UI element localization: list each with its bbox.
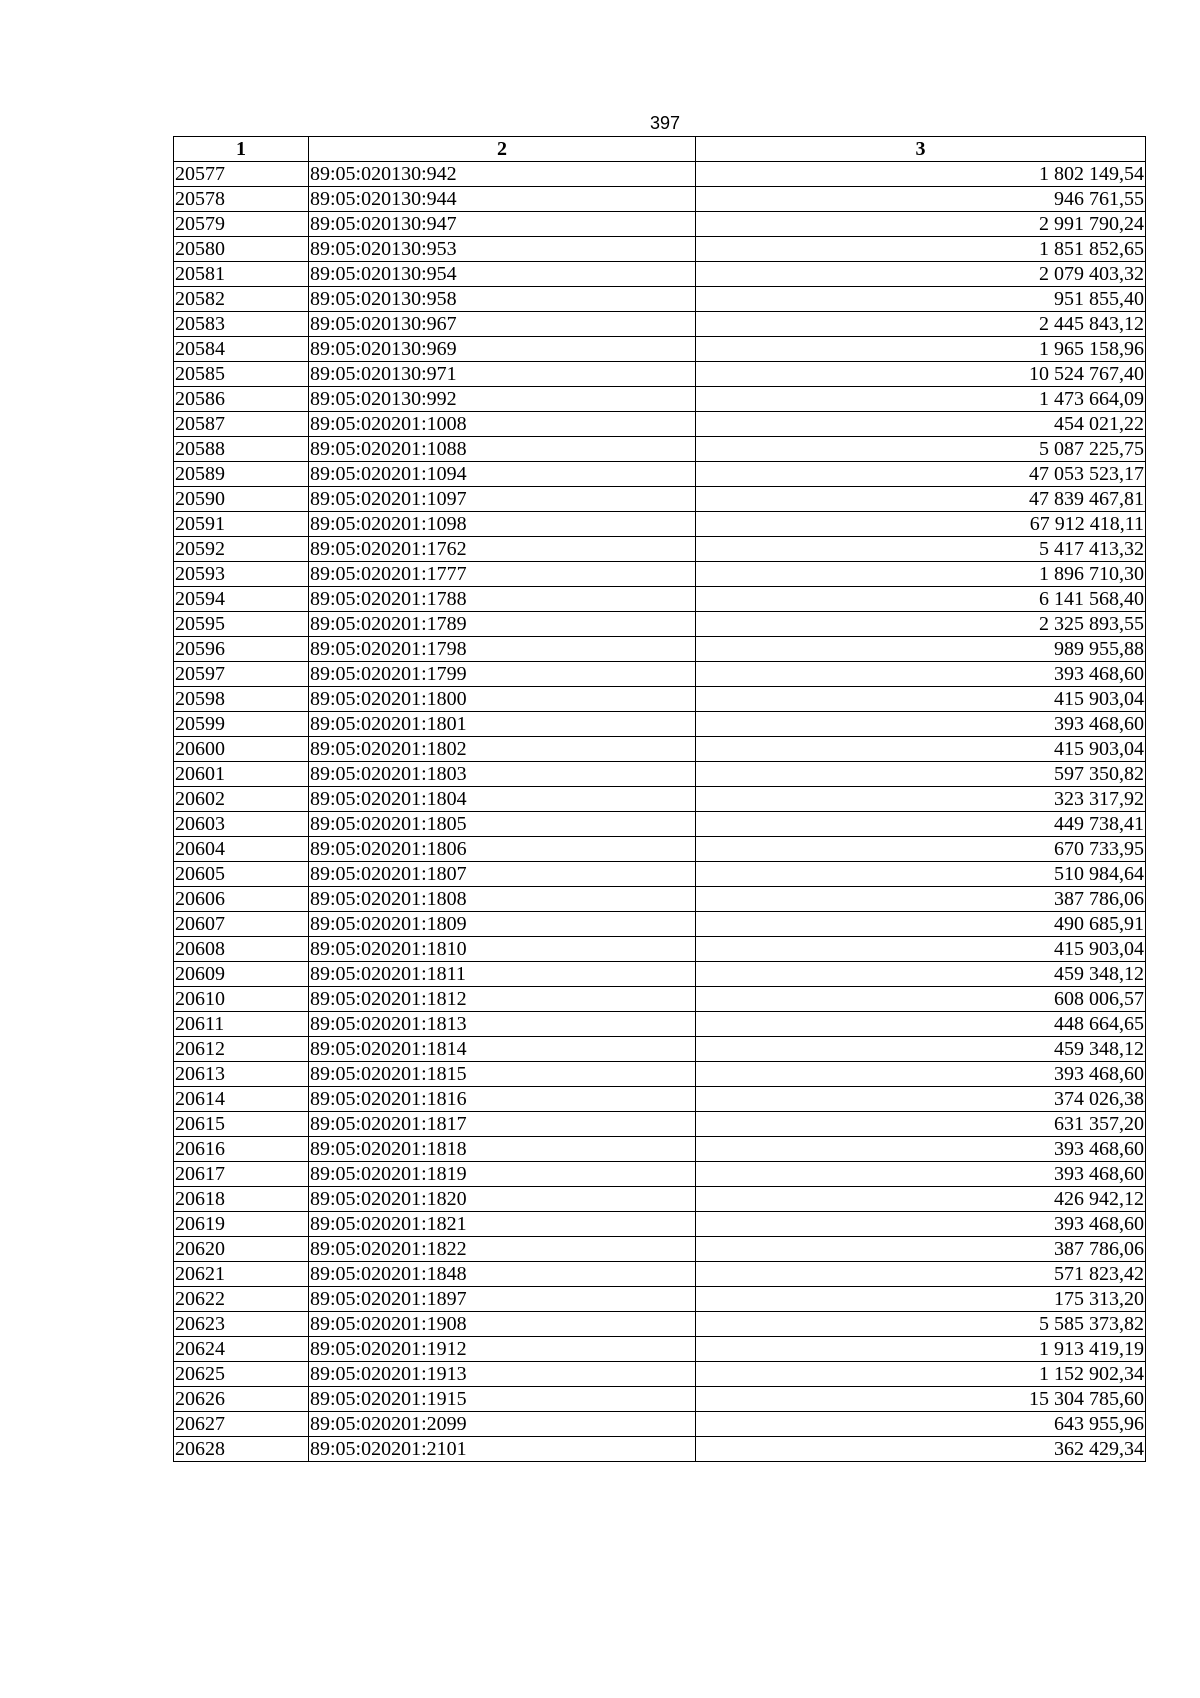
table-row — [174, 1287, 1146, 1312]
row-number-cell: 20626 — [174, 1387, 309, 1412]
value-cell: 449 738,41 — [696, 812, 1146, 837]
table-row — [174, 812, 1146, 837]
value-cell: 387 786,06 — [696, 1237, 1146, 1262]
table-row — [174, 762, 1146, 787]
table-row — [174, 612, 1146, 637]
cadastral-number-cell: 89:05:020201:1820 — [309, 1187, 696, 1212]
row-number-cell: 20593 — [174, 562, 309, 587]
cadastral-number-cell: 89:05:020130:947 — [309, 212, 696, 237]
row-number-cell: 20579 — [174, 212, 309, 237]
cadastral-number-cell: 89:05:020201:1762 — [309, 537, 696, 562]
row-number-cell: 20601 — [174, 762, 309, 787]
cadastral-number-cell: 89:05:020201:1814 — [309, 1037, 696, 1062]
table-row — [174, 1062, 1146, 1087]
value-cell: 393 468,60 — [696, 1212, 1146, 1237]
value-cell: 608 006,57 — [696, 987, 1146, 1012]
table-row — [174, 637, 1146, 662]
table-row — [174, 587, 1146, 612]
table-row — [174, 1412, 1146, 1437]
row-number-cell: 20620 — [174, 1237, 309, 1262]
cadastral-number-cell: 89:05:020201:1803 — [309, 762, 696, 787]
table-row — [174, 487, 1146, 512]
value-cell: 5 585 373,82 — [696, 1312, 1146, 1337]
row-number-cell: 20612 — [174, 1037, 309, 1062]
row-number-cell: 20615 — [174, 1112, 309, 1137]
value-cell: 1 965 158,96 — [696, 337, 1146, 362]
value-cell: 459 348,12 — [696, 1037, 1146, 1062]
cadastral-number-cell: 89:05:020201:1804 — [309, 787, 696, 812]
value-cell: 393 468,60 — [696, 662, 1146, 687]
value-cell: 67 912 418,11 — [696, 512, 1146, 537]
cadastral-number-cell: 89:05:020201:1798 — [309, 637, 696, 662]
table-row — [174, 1262, 1146, 1287]
row-number-cell: 20596 — [174, 637, 309, 662]
table-row — [174, 312, 1146, 337]
row-number-cell: 20604 — [174, 837, 309, 862]
cadastral-number-cell: 89:05:020201:1098 — [309, 512, 696, 537]
cadastral-number-cell: 89:05:020201:1788 — [309, 587, 696, 612]
cadastral-number-cell: 89:05:020201:1816 — [309, 1087, 696, 1112]
row-number-cell: 20586 — [174, 387, 309, 412]
cadastral-number-cell: 89:05:020130:969 — [309, 337, 696, 362]
cadastral-number-cell: 89:05:020201:1806 — [309, 837, 696, 862]
value-cell: 1 473 664,09 — [696, 387, 1146, 412]
value-cell: 15 304 785,60 — [696, 1387, 1146, 1412]
cadastral-number-cell: 89:05:020201:1812 — [309, 987, 696, 1012]
row-number-cell: 20580 — [174, 237, 309, 262]
table-row — [174, 337, 1146, 362]
table-row — [174, 687, 1146, 712]
value-cell: 6 141 568,40 — [696, 587, 1146, 612]
row-number-cell: 20583 — [174, 312, 309, 337]
value-cell: 643 955,96 — [696, 1412, 1146, 1437]
table-row — [174, 1212, 1146, 1237]
row-number-cell: 20599 — [174, 712, 309, 737]
cadastral-number-cell: 89:05:020201:1897 — [309, 1287, 696, 1312]
table-row — [174, 1162, 1146, 1187]
cadastral-number-cell: 89:05:020130:954 — [309, 262, 696, 287]
row-number-cell: 20577 — [174, 162, 309, 187]
column-header-1: 1 — [174, 137, 309, 162]
table-row — [174, 537, 1146, 562]
table-row — [174, 862, 1146, 887]
value-cell: 670 733,95 — [696, 837, 1146, 862]
value-cell: 415 903,04 — [696, 737, 1146, 762]
table-row — [174, 1012, 1146, 1037]
cadastral-number-cell: 89:05:020201:1097 — [309, 487, 696, 512]
value-cell: 2 325 893,55 — [696, 612, 1146, 637]
value-cell: 631 357,20 — [696, 1112, 1146, 1137]
row-number-cell: 20581 — [174, 262, 309, 287]
value-cell: 459 348,12 — [696, 962, 1146, 987]
table-row — [174, 1037, 1146, 1062]
row-number-cell: 20617 — [174, 1162, 309, 1187]
row-number-cell: 20605 — [174, 862, 309, 887]
value-cell: 510 984,64 — [696, 862, 1146, 887]
table-row — [174, 287, 1146, 312]
row-number-cell: 20625 — [174, 1362, 309, 1387]
cadastral-number-cell: 89:05:020201:1799 — [309, 662, 696, 687]
row-number-cell: 20591 — [174, 512, 309, 537]
cadastral-number-cell: 89:05:020201:2101 — [309, 1437, 696, 1462]
table-row — [174, 187, 1146, 212]
table-row — [174, 912, 1146, 937]
value-cell: 1 802 149,54 — [696, 162, 1146, 187]
cadastral-number-cell: 89:05:020201:1805 — [309, 812, 696, 837]
value-cell: 946 761,55 — [696, 187, 1146, 212]
row-number-cell: 20598 — [174, 687, 309, 712]
row-number-cell: 20597 — [174, 662, 309, 687]
table-row — [174, 1137, 1146, 1162]
cadastral-number-cell: 89:05:020201:1811 — [309, 962, 696, 987]
value-cell: 393 468,60 — [696, 1137, 1146, 1162]
value-cell: 362 429,34 — [696, 1437, 1146, 1462]
row-number-cell: 20585 — [174, 362, 309, 387]
cadastral-number-cell: 89:05:020201:1848 — [309, 1262, 696, 1287]
table-row — [174, 1312, 1146, 1337]
row-number-cell: 20611 — [174, 1012, 309, 1037]
cadastral-number-cell: 89:05:020201:1809 — [309, 912, 696, 937]
row-number-cell: 20609 — [174, 962, 309, 987]
row-number-cell: 20606 — [174, 887, 309, 912]
value-cell: 571 823,42 — [696, 1262, 1146, 1287]
table-row — [174, 162, 1146, 187]
value-cell: 454 021,22 — [696, 412, 1146, 437]
row-number-cell: 20595 — [174, 612, 309, 637]
row-number-cell: 20627 — [174, 1412, 309, 1437]
table-row — [174, 1387, 1146, 1412]
cadastral-number-cell: 89:05:020201:1817 — [309, 1112, 696, 1137]
value-cell: 2 991 790,24 — [696, 212, 1146, 237]
row-number-cell: 20590 — [174, 487, 309, 512]
table-row — [174, 1187, 1146, 1212]
table-row — [174, 937, 1146, 962]
row-number-cell: 20613 — [174, 1062, 309, 1087]
row-number-cell: 20614 — [174, 1087, 309, 1112]
row-number-cell: 20600 — [174, 737, 309, 762]
table-row — [174, 562, 1146, 587]
table-row — [174, 1362, 1146, 1387]
value-cell: 1 152 902,34 — [696, 1362, 1146, 1387]
value-cell: 597 350,82 — [696, 762, 1146, 787]
table-row — [174, 387, 1146, 412]
row-number-cell: 20622 — [174, 1287, 309, 1312]
value-cell: 393 468,60 — [696, 1162, 1146, 1187]
cadastral-number-cell: 89:05:020201:1912 — [309, 1337, 696, 1362]
row-number-cell: 20624 — [174, 1337, 309, 1362]
cadastral-number-cell: 89:05:020201:2099 — [309, 1412, 696, 1437]
table-row — [174, 512, 1146, 537]
table-row — [174, 212, 1146, 237]
column-header-3: 3 — [696, 137, 1146, 162]
cadastral-number-cell: 89:05:020201:1808 — [309, 887, 696, 912]
value-cell: 2 079 403,32 — [696, 262, 1146, 287]
row-number-cell: 20592 — [174, 537, 309, 562]
value-cell: 448 664,65 — [696, 1012, 1146, 1037]
value-cell: 1 851 852,65 — [696, 237, 1146, 262]
table-row — [174, 462, 1146, 487]
value-cell: 5 087 225,75 — [696, 437, 1146, 462]
row-number-cell: 20623 — [174, 1312, 309, 1337]
table-row — [174, 887, 1146, 912]
table-row — [174, 987, 1146, 1012]
value-cell: 393 468,60 — [696, 712, 1146, 737]
table-row — [174, 1112, 1146, 1137]
cadastral-number-cell: 89:05:020130:967 — [309, 312, 696, 337]
row-number-cell: 20603 — [174, 812, 309, 837]
row-number-cell: 20588 — [174, 437, 309, 462]
row-number-cell: 20618 — [174, 1187, 309, 1212]
table-row — [174, 712, 1146, 737]
cadastral-number-cell: 89:05:020201:1789 — [309, 612, 696, 637]
value-cell: 490 685,91 — [696, 912, 1146, 937]
cadastral-number-cell: 89:05:020201:1810 — [309, 937, 696, 962]
cadastral-number-cell: 89:05:020201:1801 — [309, 712, 696, 737]
cadastral-number-cell: 89:05:020130:953 — [309, 237, 696, 262]
value-cell: 951 855,40 — [696, 287, 1146, 312]
row-number-cell: 20589 — [174, 462, 309, 487]
table-row — [174, 1087, 1146, 1112]
value-cell: 387 786,06 — [696, 887, 1146, 912]
cadastral-number-cell: 89:05:020201:1807 — [309, 862, 696, 887]
cadastral-number-cell: 89:05:020130:942 — [309, 162, 696, 187]
row-number-cell: 20621 — [174, 1262, 309, 1287]
value-cell: 10 524 767,40 — [696, 362, 1146, 387]
cadastral-number-cell: 89:05:020201:1915 — [309, 1387, 696, 1412]
row-number-cell: 20578 — [174, 187, 309, 212]
register-table — [173, 136, 1146, 1462]
cadastral-number-cell: 89:05:020201:1800 — [309, 687, 696, 712]
cadastral-number-cell: 89:05:020201:1777 — [309, 562, 696, 587]
row-number-cell: 20602 — [174, 787, 309, 812]
cadastral-number-cell: 89:05:020201:1818 — [309, 1137, 696, 1162]
value-cell: 323 317,92 — [696, 787, 1146, 812]
table-body — [174, 162, 1146, 1462]
column-header-2: 2 — [309, 137, 696, 162]
row-number-cell: 20607 — [174, 912, 309, 937]
cadastral-number-cell: 89:05:020201:1813 — [309, 1012, 696, 1037]
table-row — [174, 437, 1146, 462]
value-cell: 47 053 523,17 — [696, 462, 1146, 487]
cadastral-number-cell: 89:05:020130:958 — [309, 287, 696, 312]
cadastral-number-cell: 89:05:020201:1822 — [309, 1237, 696, 1262]
row-number-cell: 20582 — [174, 287, 309, 312]
row-number-cell: 20610 — [174, 987, 309, 1012]
table-row — [174, 237, 1146, 262]
cadastral-number-cell: 89:05:020201:1908 — [309, 1312, 696, 1337]
table-row — [174, 1337, 1146, 1362]
cadastral-number-cell: 89:05:020201:1088 — [309, 437, 696, 462]
value-cell: 989 955,88 — [696, 637, 1146, 662]
value-cell: 426 942,12 — [696, 1187, 1146, 1212]
value-cell: 47 839 467,81 — [696, 487, 1146, 512]
cadastral-number-cell: 89:05:020130:944 — [309, 187, 696, 212]
row-number-cell: 20616 — [174, 1137, 309, 1162]
value-cell: 5 417 413,32 — [696, 537, 1146, 562]
table-row — [174, 787, 1146, 812]
row-number-cell: 20584 — [174, 337, 309, 362]
table-row — [174, 737, 1146, 762]
row-number-cell: 20594 — [174, 587, 309, 612]
table-row — [174, 362, 1146, 387]
cadastral-number-cell: 89:05:020201:1821 — [309, 1212, 696, 1237]
table-row — [174, 662, 1146, 687]
value-cell: 175 313,20 — [696, 1287, 1146, 1312]
table-row — [174, 1437, 1146, 1462]
row-number-cell: 20619 — [174, 1212, 309, 1237]
page-number: 397 — [649, 113, 681, 133]
cadastral-number-cell: 89:05:020130:971 — [309, 362, 696, 387]
value-cell: 2 445 843,12 — [696, 312, 1146, 337]
value-cell: 1 896 710,30 — [696, 562, 1146, 587]
table-row — [174, 837, 1146, 862]
value-cell: 415 903,04 — [696, 937, 1146, 962]
table-row — [174, 1237, 1146, 1262]
value-cell: 374 026,38 — [696, 1087, 1146, 1112]
cadastral-number-cell: 89:05:020130:992 — [309, 387, 696, 412]
value-cell: 1 913 419,19 — [696, 1337, 1146, 1362]
cadastral-number-cell: 89:05:020201:1815 — [309, 1062, 696, 1087]
row-number-cell: 20628 — [174, 1437, 309, 1462]
table-row — [174, 962, 1146, 987]
value-cell: 393 468,60 — [696, 1062, 1146, 1087]
table-header-row — [174, 137, 1146, 162]
cadastral-number-cell: 89:05:020201:1094 — [309, 462, 696, 487]
cadastral-number-cell: 89:05:020201:1008 — [309, 412, 696, 437]
cadastral-number-cell: 89:05:020201:1802 — [309, 737, 696, 762]
value-cell: 415 903,04 — [696, 687, 1146, 712]
cadastral-number-cell: 89:05:020201:1913 — [309, 1362, 696, 1387]
table-row — [174, 262, 1146, 287]
cadastral-number-cell: 89:05:020201:1819 — [309, 1162, 696, 1187]
table-row — [174, 412, 1146, 437]
row-number-cell: 20608 — [174, 937, 309, 962]
row-number-cell: 20587 — [174, 412, 309, 437]
